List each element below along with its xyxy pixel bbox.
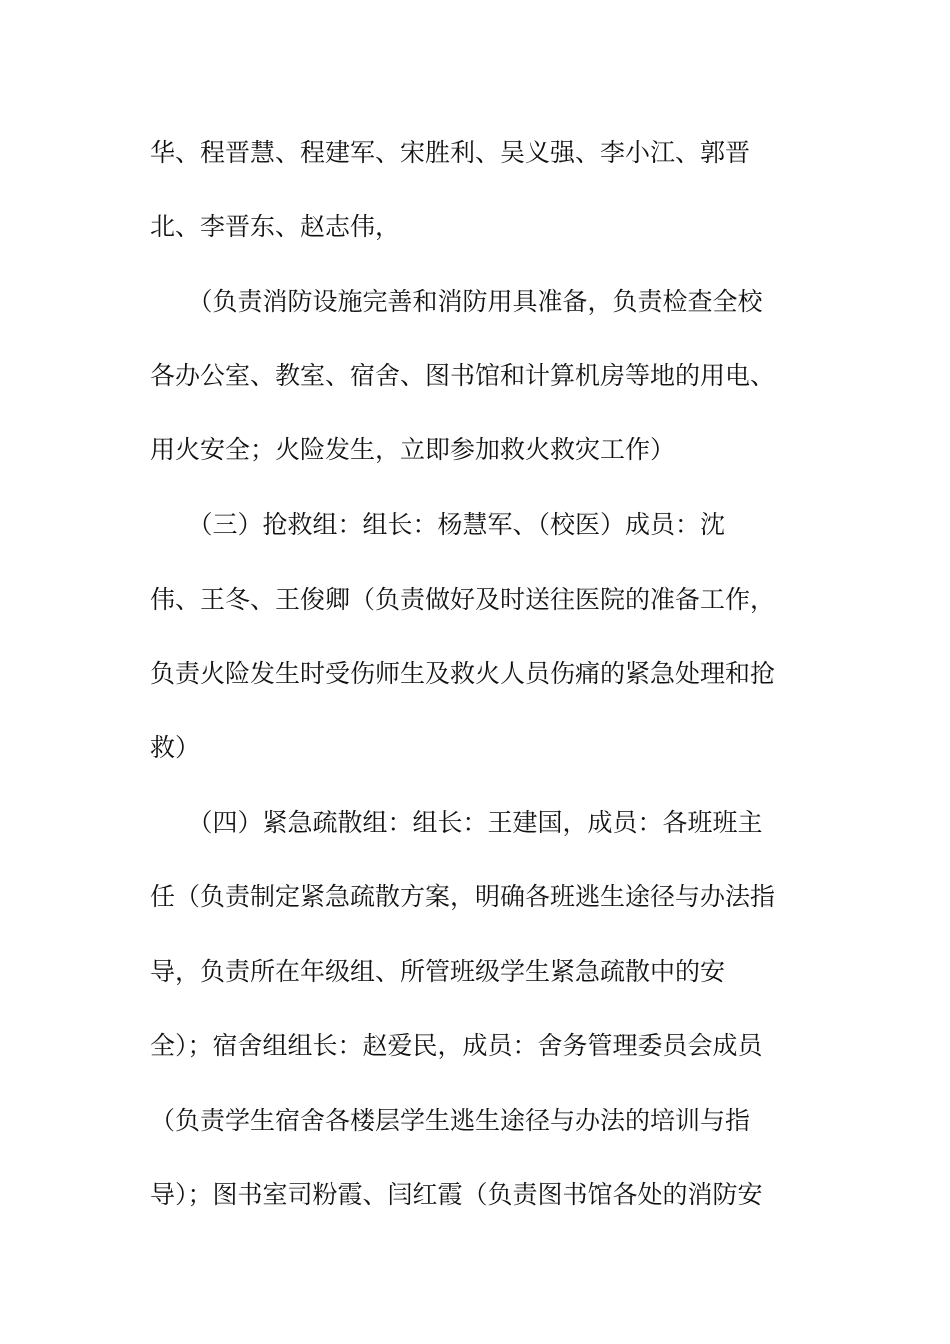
text-line: （负责学生宿舍各楼层学生逃生途径与办法的培训与指 — [150, 1106, 751, 1135]
text-line: 导）；图书室司粉霞、闫红霞（负责图书馆各处的消防安 — [150, 1180, 763, 1209]
text-line: 各办公室、教室、宿舍、图书馆和计算机房等地的用电、 — [150, 361, 776, 390]
text-line: 北、李晋东、赵志伟， — [150, 212, 401, 241]
text-line: 导，负责所在年级组、所管班级学生紧急疏散中的安 — [150, 957, 726, 986]
text-line: （四）紧急疏散组：组长：王建国，成员：各班班主 — [150, 808, 763, 837]
text-line: （负责消防设施完善和消防用具准备，负责检查全校 — [150, 287, 763, 316]
text-line: （三）抢救组：组长：杨慧军、（校医）成员：沈 — [150, 510, 726, 539]
text-line: 华、程晋慧、程建军、宋胜利、吴义强、李小江、郭晋 — [150, 138, 751, 167]
text-line: 伟、王冬、王俊卿（负责做好及时送往医院的准备工作， — [150, 585, 776, 614]
text-line: 救） — [150, 733, 201, 762]
text-line: 用火安全；火险发生，立即参加救火救灾工作） — [150, 435, 676, 464]
text-line: 任（负责制定紧急疏散方案，明确各班逃生途径与办法指 — [150, 882, 776, 911]
text-line: 全）；宿舍组组长：赵爱民，成员：舍务管理委员会成员 — [150, 1031, 763, 1060]
text-line: 负责火险发生时受伤师生及救火人员伤痛的紧急处理和抢 — [150, 659, 776, 688]
